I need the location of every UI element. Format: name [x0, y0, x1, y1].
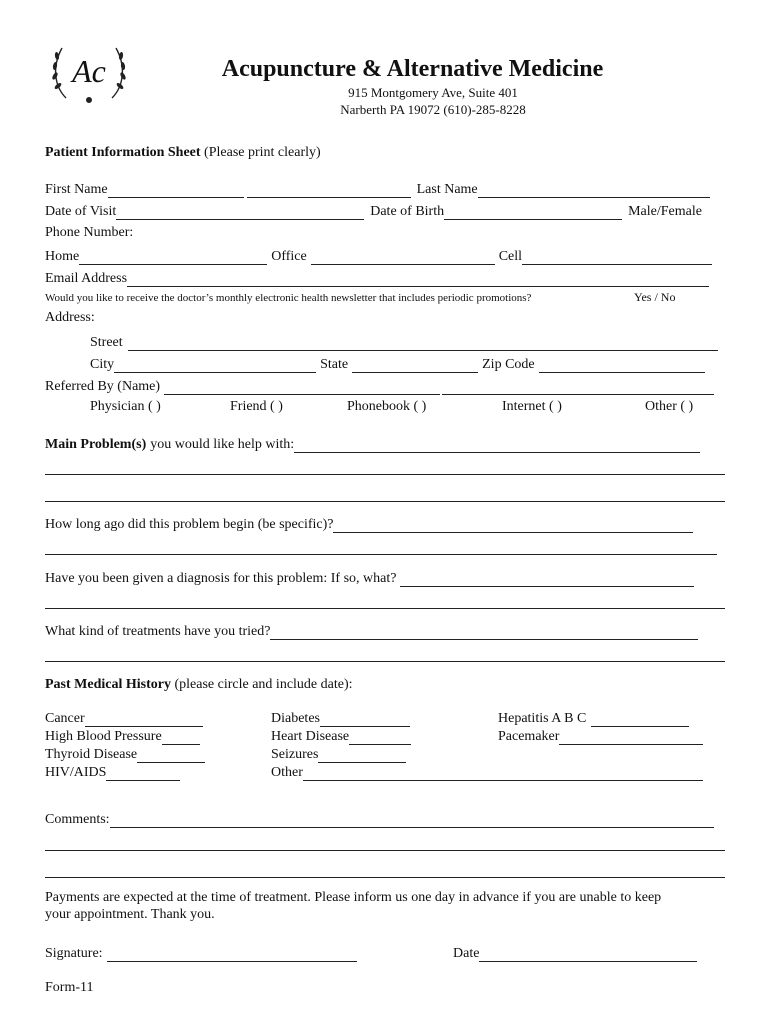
history-hepatitis[interactable]: Hepatitis A B C	[498, 711, 587, 726]
address-label: Address:	[45, 310, 95, 325]
treatments-field[interactable]	[270, 626, 698, 640]
form-heading	[45, 145, 321, 161]
medical-history-note: (please circle and include date):	[174, 677, 353, 692]
comments-line-2[interactable]	[45, 850, 725, 851]
office-phone-field[interactable]	[311, 251, 495, 265]
gender-option[interactable]: Male/Female	[628, 204, 702, 219]
referral-option-other[interactable]: Other ( )	[645, 399, 694, 414]
form-heading-note: (Please print clearly)	[204, 145, 321, 160]
main-problem-line-3[interactable]	[45, 501, 725, 502]
history-other-field[interactable]	[303, 767, 703, 781]
medical-history-heading	[45, 677, 353, 693]
first-name-label: First Name	[45, 182, 108, 197]
svg-text:Ac: Ac	[72, 53, 106, 89]
newsletter-question: Would you like to receive the doctor’s monthly electronic health newsletter that includes periodic promotions?	[45, 292, 532, 304]
first-name-field[interactable]	[108, 184, 244, 198]
form-number: Form-11	[45, 980, 94, 995]
signature-field[interactable]	[107, 948, 357, 962]
how-long-field[interactable]	[333, 519, 693, 533]
state-field[interactable]	[352, 359, 478, 373]
treatments-line-2[interactable]	[45, 661, 725, 662]
how-long-label: How long ago did this problem begin (be specific)?	[45, 517, 334, 532]
middle-name-field[interactable]	[247, 184, 411, 198]
history-thyroid-disease-field[interactable]	[137, 749, 205, 763]
history-heart-disease-field[interactable]	[349, 731, 411, 745]
history-seizures-field[interactable]	[318, 749, 406, 763]
newsletter-yes-no[interactable]: Yes / No	[634, 290, 676, 304]
referred-by-field-2[interactable]	[442, 381, 714, 395]
comments-field[interactable]	[110, 814, 714, 828]
history-hiv-aids-field[interactable]	[106, 767, 180, 781]
history-pacemaker-field[interactable]	[559, 731, 703, 745]
city-label: City	[90, 357, 115, 372]
how-long-line-2[interactable]	[45, 554, 717, 555]
referral-option-phonebook[interactable]: Phonebook ( )	[347, 399, 427, 414]
main-problem-rest: you would like help with:	[150, 437, 295, 452]
medical-history-bold: Past Medical History	[45, 677, 171, 692]
city-field[interactable]	[114, 359, 316, 373]
history-other[interactable]: Other	[271, 765, 303, 780]
main-problem-line-2[interactable]	[45, 474, 725, 475]
referred-by-label: Referred By (Name)	[45, 379, 161, 394]
street-field[interactable]	[128, 337, 718, 351]
history-high-blood-pressure-field[interactable]	[162, 731, 200, 745]
address-line-2: Narberth PA 19072 (610)-285-8228	[340, 102, 526, 117]
office-phone-label: Office	[271, 249, 307, 264]
email-label: Email Address	[45, 271, 128, 286]
home-phone-label: Home	[45, 249, 80, 264]
email-field[interactable]	[127, 273, 709, 287]
date-of-birth-label: Date of Birth	[370, 204, 445, 219]
date-of-birth-field[interactable]	[444, 206, 622, 220]
last-name-field[interactable]	[478, 184, 710, 198]
date-label: Date	[453, 946, 480, 961]
address-line-1: 915 Montgomery Ave, Suite 401	[348, 85, 518, 100]
main-problem-field[interactable]	[294, 439, 700, 453]
history-pacemaker[interactable]: Pacemaker	[498, 729, 560, 744]
payment-note-line-1: Payments are expected at the time of treatment. Please inform us one day in advance if you are unable to keep	[45, 890, 662, 905]
referral-option-friend[interactable]: Friend ( )	[230, 399, 283, 414]
referral-option-physician[interactable]: Physician ( )	[90, 399, 161, 414]
history-seizures[interactable]: Seizures	[271, 747, 319, 762]
comments-label: Comments:	[45, 812, 110, 827]
referral-option-internet[interactable]: Internet ( )	[502, 399, 562, 414]
diagnosis-field[interactable]	[400, 573, 694, 587]
state-label: State	[320, 357, 349, 372]
last-name-label: Last Name	[416, 182, 478, 197]
history-high-blood-pressure[interactable]: High Blood Pressure	[45, 729, 162, 744]
history-cancer[interactable]: Cancer	[45, 711, 85, 726]
history-heart-disease[interactable]: Heart Disease	[271, 729, 350, 744]
date-of-visit-label: Date of Visit	[45, 204, 117, 219]
main-problem-label: Main Problem(s)	[45, 437, 147, 452]
payment-note-line-2: your appointment. Thank you.	[45, 907, 215, 922]
history-diabetes[interactable]: Diabetes	[271, 711, 320, 726]
diagnosis-label: Have you been given a diagnosis for this problem: If so, what?	[45, 571, 397, 586]
history-cancer-field[interactable]	[85, 713, 203, 727]
referred-by-field[interactable]	[164, 381, 440, 395]
cell-phone-field[interactable]	[522, 251, 712, 265]
phone-number-label: Phone Number:	[45, 225, 134, 240]
zip-label: Zip Code	[482, 357, 535, 372]
diagnosis-line-2[interactable]	[45, 608, 725, 609]
history-hepatitis-field[interactable]	[591, 713, 689, 727]
zip-field[interactable]	[539, 359, 705, 373]
date-of-visit-field[interactable]	[116, 206, 364, 220]
street-label: Street	[90, 335, 123, 350]
form-heading-bold: Patient Information Sheet	[45, 145, 201, 160]
signature-label: Signature:	[45, 946, 103, 961]
page-title: Acupuncture & Alternative Medicine	[221, 56, 604, 82]
cell-phone-label: Cell	[498, 249, 523, 264]
comments-line-3[interactable]	[45, 877, 725, 878]
home-phone-field[interactable]	[79, 251, 267, 265]
history-thyroid-disease[interactable]: Thyroid Disease	[45, 747, 138, 762]
history-hiv-aids[interactable]: HIV/AIDS	[45, 765, 107, 780]
history-diabetes-field[interactable]	[320, 713, 410, 727]
treatments-label: What kind of treatments have you tried?	[45, 624, 271, 639]
date-field[interactable]	[479, 948, 697, 962]
